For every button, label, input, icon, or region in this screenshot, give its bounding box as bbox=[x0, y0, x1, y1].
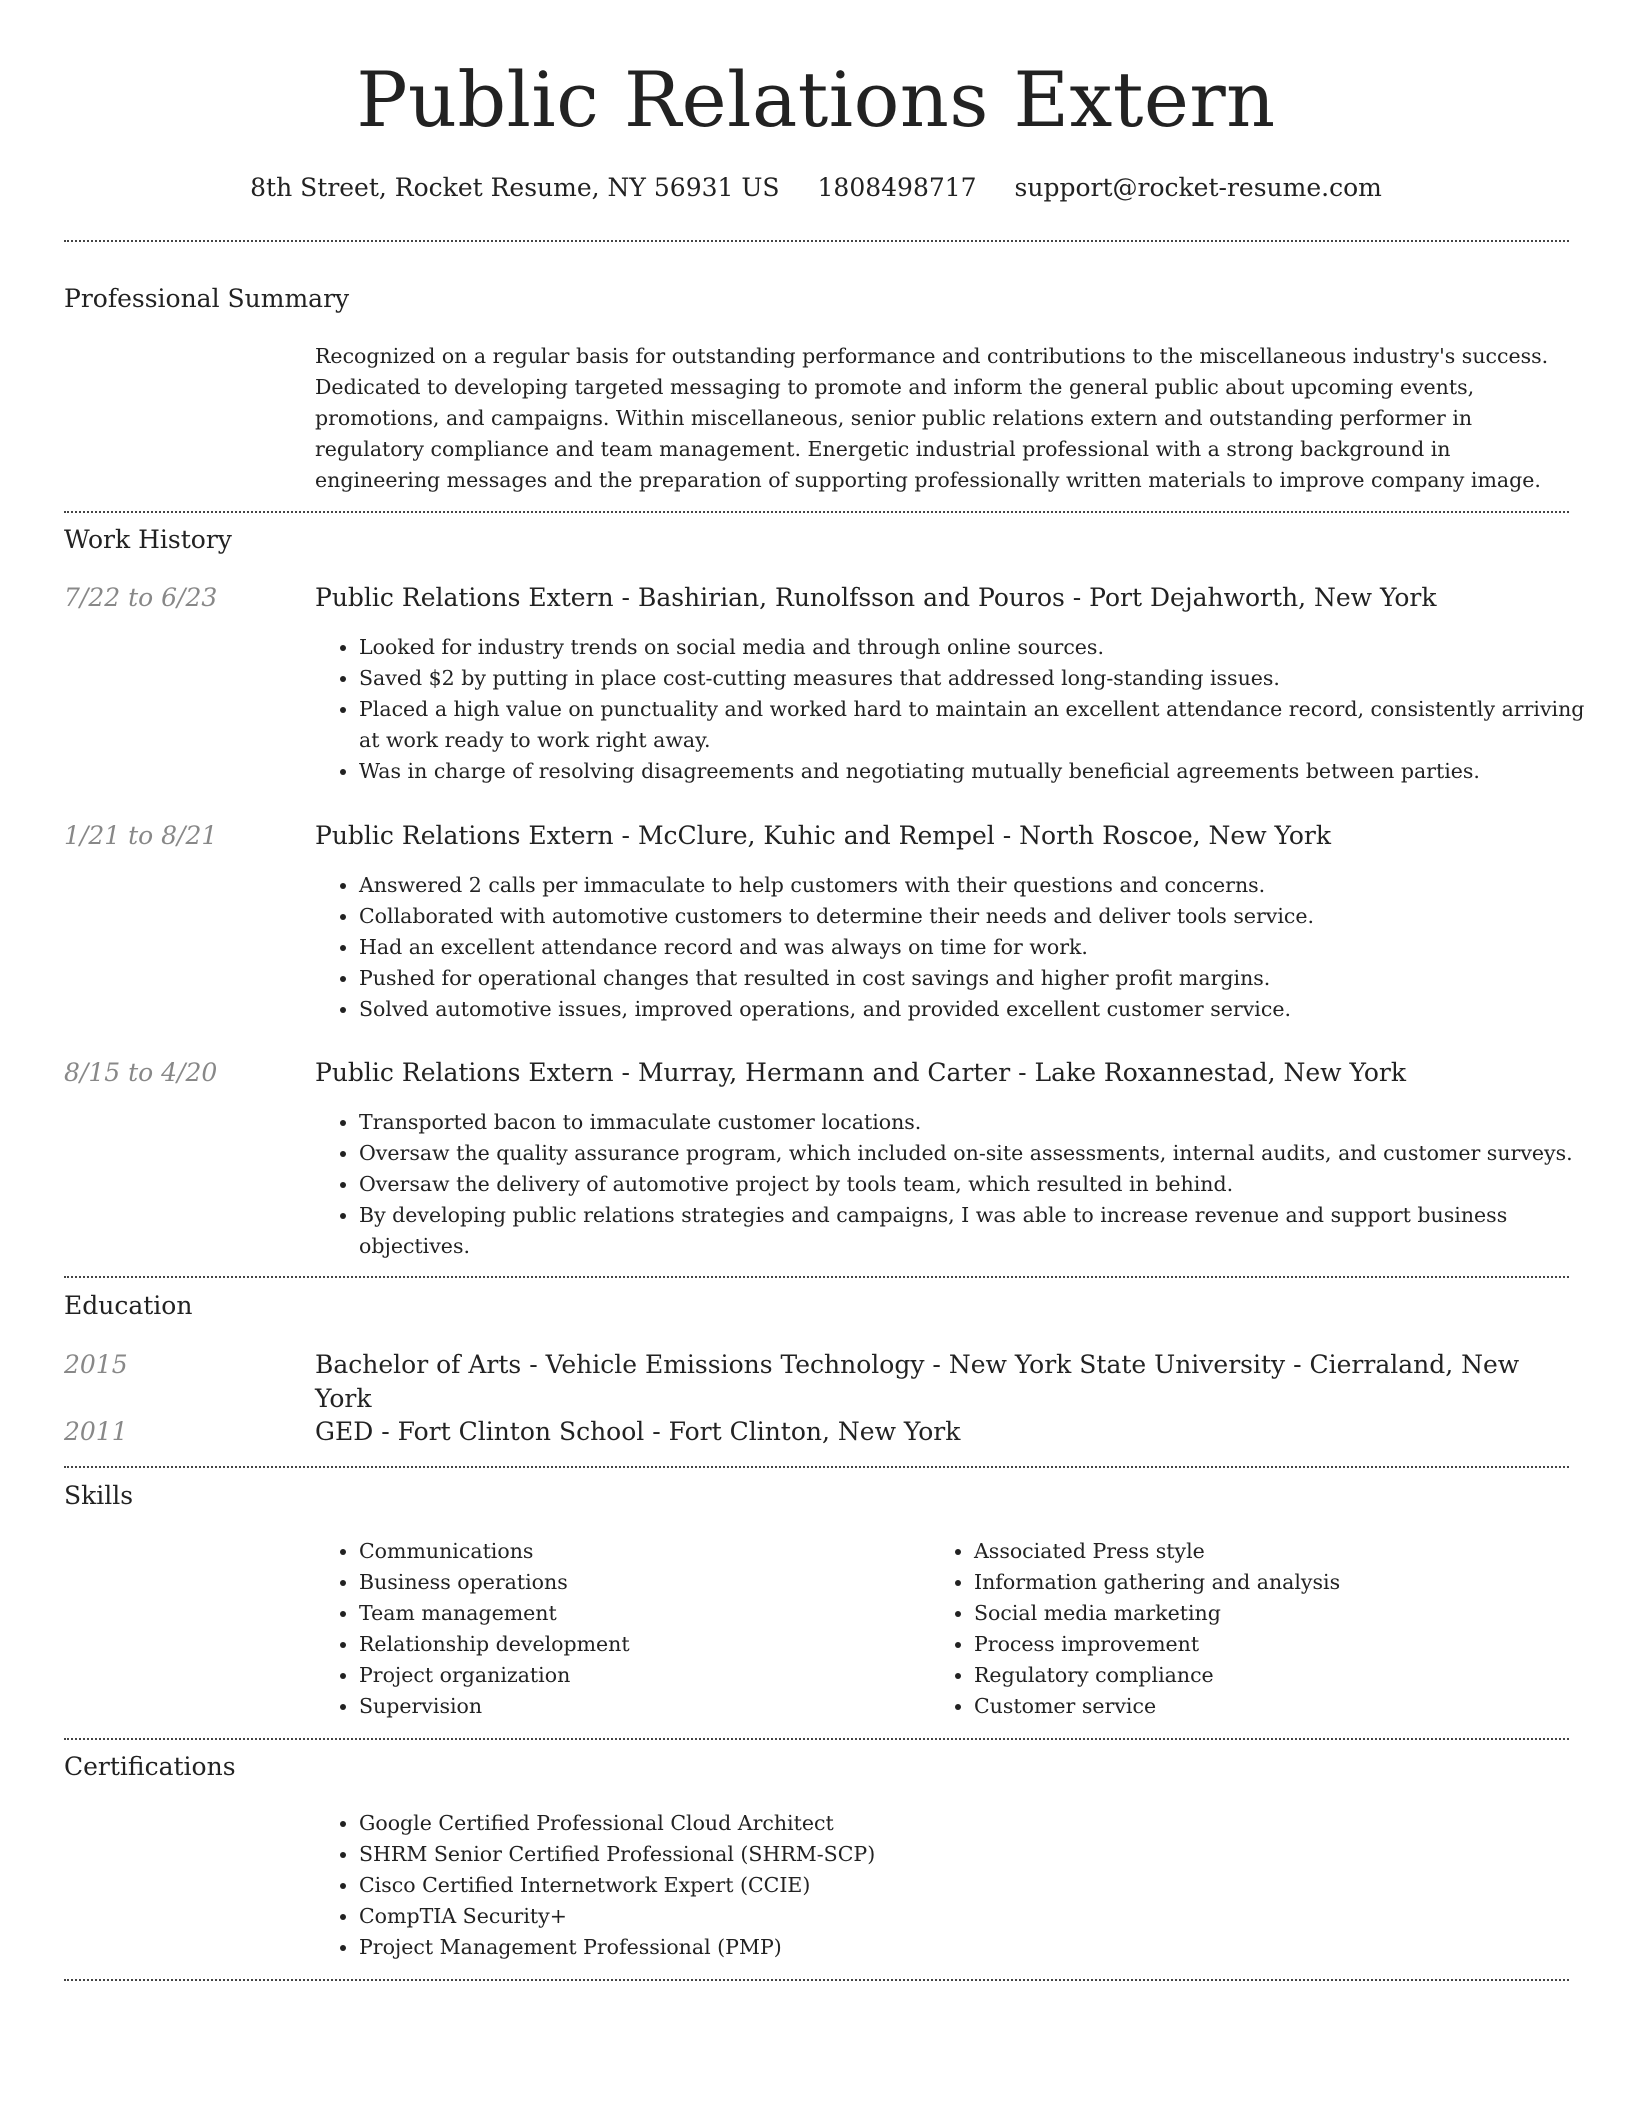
list-item: • SHRM Senior Certified Professional (SHRM-SCP) bbox=[359, 1839, 1594, 1870]
summary-text: Recognized on a regular basis for outstanding performance and contributions to the miscellaneous industry's success. Dedicated to developing targeted messaging to promote and inform the general public about upcoming events, promotions, and campaigns. Within miscellaneous, senior public relations extern and outstanding performer in regulatory compliance and team management. Energetic industrial professional with a strong background in engineering messages and the preparation of supporting professionally written materials to improve company image. bbox=[315, 344, 1549, 492]
section-heading-summary: Professional Summary bbox=[64, 284, 350, 313]
contact-address: 8th Street, Rocket Resume, NY 56931 US bbox=[250, 173, 780, 202]
list-item: • Pushed for operational changes that resulted in cost savings and higher profit margins. bbox=[359, 963, 1594, 994]
section-heading-education: Education bbox=[64, 1291, 193, 1320]
job-employer-location: Bashirian, Runolfsson and Pouros - Port Dejahworth, New York bbox=[637, 583, 1437, 612]
skills-list-right bbox=[930, 1536, 1574, 1722]
list-item: • Answered 2 calls per immaculate to help customers with their questions and concerns. bbox=[359, 870, 1594, 901]
section-divider bbox=[64, 1979, 1569, 1981]
list-item: • Relationship development bbox=[359, 1629, 929, 1660]
section-divider bbox=[64, 1466, 1569, 1468]
list-item: • Associated Press style bbox=[974, 1536, 1574, 1567]
job-bullets bbox=[315, 1107, 1594, 1262]
list-item: • Solved automotive issues, improved operations, and provided excellent customer service. bbox=[359, 994, 1594, 1025]
education-year: 2011 bbox=[64, 1417, 128, 1446]
list-item: • Was in charge of resolving disagreements and negotiating mutually beneficial agreements between parties. bbox=[359, 756, 1594, 787]
job-heading bbox=[315, 819, 1570, 853]
education-school-location: - Fort Clinton School - Fort Clinton, New York bbox=[373, 1417, 961, 1446]
job-title: Public Relations Extern bbox=[315, 1058, 614, 1087]
job-dates: 7/22 to 6/23 bbox=[64, 583, 218, 612]
job-heading bbox=[315, 581, 1570, 615]
contact-email: support@rocket-resume.com bbox=[1014, 173, 1382, 202]
list-item: • Communications bbox=[359, 1536, 929, 1567]
education-entry bbox=[315, 1348, 1570, 1416]
education-school-location: - New York State University - Cierraland, New York bbox=[315, 1350, 1520, 1413]
list-item: • Placed a high value on punctuality and worked hard to maintain an excellent attendance record, consistently arriving at work ready to work right away. bbox=[359, 694, 1594, 756]
section-divider bbox=[64, 511, 1569, 513]
section-divider bbox=[64, 1276, 1569, 1278]
list-item: • Cisco Certified Internetwork Expert (CCIE) bbox=[359, 1870, 1594, 1901]
contact-phone: 1808498717 bbox=[817, 173, 977, 202]
list-item: • Google Certified Professional Cloud Architect bbox=[359, 1808, 1594, 1839]
list-item: • Looked for industry trends on social media and through online sources. bbox=[359, 632, 1594, 663]
list-item: • Oversaw the quality assurance program, which included on-site assessments, internal audits, and customer surveys. bbox=[359, 1138, 1594, 1169]
list-item: • Saved $2 by putting in place cost-cutting measures that addressed long-standing issues. bbox=[359, 663, 1594, 694]
education-degree: GED bbox=[315, 1417, 374, 1446]
list-item: • Social media marketing bbox=[974, 1598, 1574, 1629]
job-bullets bbox=[315, 632, 1594, 787]
job-employer-location: McClure, Kuhic and Rempel - North Roscoe, New York bbox=[637, 821, 1332, 850]
job-title: Public Relations Extern bbox=[315, 583, 614, 612]
education-degree: Bachelor of Arts - Vehicle Emissions Technology bbox=[315, 1350, 925, 1379]
job-employer-location: Murray, Hermann and Carter - Lake Roxannestad, New York bbox=[637, 1058, 1406, 1087]
list-item: • Regulatory compliance bbox=[974, 1660, 1574, 1691]
job-heading bbox=[315, 1056, 1570, 1090]
contact-line bbox=[0, 171, 1632, 205]
list-item: • Customer service bbox=[974, 1691, 1574, 1722]
list-item: • Team management bbox=[359, 1598, 929, 1629]
education-year: 2015 bbox=[64, 1350, 128, 1379]
list-item: • Business operations bbox=[359, 1567, 929, 1598]
list-item: • Project organization bbox=[359, 1660, 929, 1691]
job-separator: - bbox=[613, 583, 638, 612]
section-divider bbox=[64, 1738, 1569, 1740]
list-item: • Collaborated with automotive customers to determine their needs and deliver tools service. bbox=[359, 901, 1594, 932]
section-divider bbox=[64, 240, 1569, 242]
list-item: • CompTIA Security+ bbox=[359, 1901, 1594, 1932]
education-entry bbox=[315, 1415, 1570, 1449]
job-separator: - bbox=[613, 821, 638, 850]
list-item: • Supervision bbox=[359, 1691, 929, 1722]
job-dates: 1/21 to 8/21 bbox=[64, 821, 218, 850]
list-item: • By developing public relations strategies and campaigns, I was able to increase revenue and support business objectives. bbox=[359, 1200, 1594, 1262]
list-item: • Project Management Professional (PMP) bbox=[359, 1932, 1594, 1963]
certifications-list bbox=[315, 1808, 1594, 1963]
list-item: • Had an excellent attendance record and was always on time for work. bbox=[359, 932, 1594, 963]
list-item: • Information gathering and analysis bbox=[974, 1567, 1574, 1598]
list-item: • Process improvement bbox=[974, 1629, 1574, 1660]
section-heading-certifications: Certifications bbox=[64, 1752, 236, 1781]
job-separator: - bbox=[613, 1058, 638, 1087]
job-title: Public Relations Extern bbox=[315, 821, 614, 850]
section-heading-skills: Skills bbox=[64, 1481, 134, 1510]
skills-list-left bbox=[315, 1536, 929, 1722]
job-bullets bbox=[315, 870, 1594, 1025]
list-item: • Oversaw the delivery of automotive project by tools team, which resulted in behind. bbox=[359, 1169, 1594, 1200]
candidate-name: Public Relations Extern bbox=[356, 55, 1276, 144]
section-heading-work-history: Work History bbox=[64, 525, 232, 554]
list-item: • Transported bacon to immaculate customer locations. bbox=[359, 1107, 1594, 1138]
job-dates: 8/15 to 4/20 bbox=[64, 1058, 218, 1087]
